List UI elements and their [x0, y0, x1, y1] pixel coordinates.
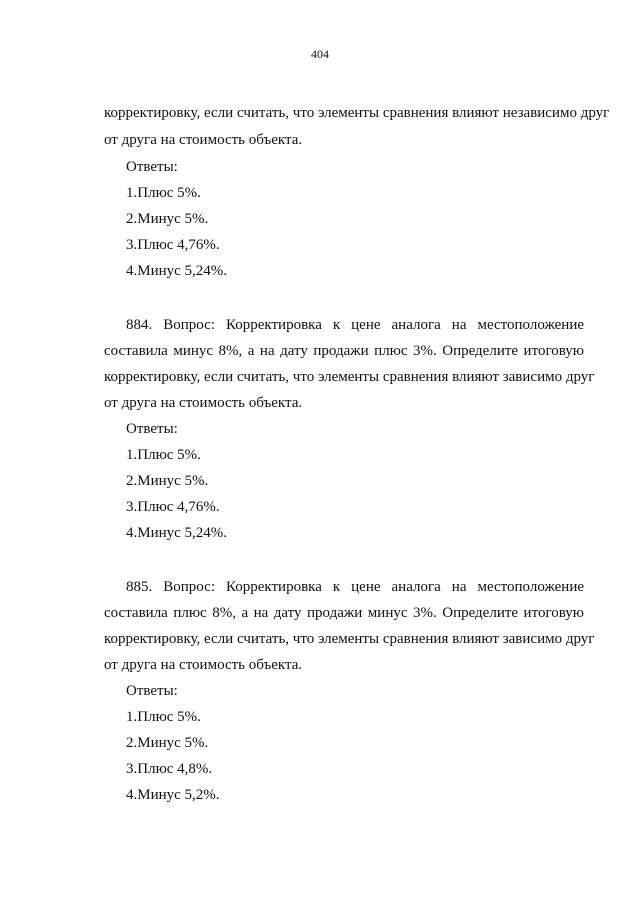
q885-text-line-3: корректировку, если считать, что элементы сравнения влияют зависимо друг: [104, 631, 595, 647]
intro-text-line-2: от друга на стоимость объекта.: [104, 132, 303, 148]
q884-text-line-1: 884. Вопрос: Корректировка к цене аналога на местоположение: [126, 317, 584, 333]
q885-text-line-2: составила плюс 8%, а на дату продажи минус 3%. Определите итоговую: [104, 605, 584, 621]
q884-answer-4: 4.Минус 5,24%.: [126, 525, 228, 541]
q884-answer-1: 1.Плюс 5%.: [126, 447, 201, 463]
q884-text-line-3: корректировку, если считать, что элементы сравнения влияют зависимо друг: [104, 369, 595, 385]
intro-text-line-1: корректировку, если считать, что элементы сравнения влияют независимо друг: [104, 105, 610, 121]
q885-text-line-4: от друга на стоимость объекта.: [104, 657, 303, 673]
q885-answer-2: 2.Минус 5%.: [126, 735, 209, 751]
q884-text-line-2: составила минус 8%, а на дату продажи плюс 3%. Определите итоговую: [104, 343, 584, 359]
intro-answer-4: 4.Минус 5,24%.: [126, 263, 228, 279]
q885-text-line-1: 885. Вопрос: Корректировка к цене аналога на местоположение: [126, 579, 584, 595]
q885-answer-3: 3.Плюс 4,8%.: [126, 761, 213, 777]
q885-answer-4: 4.Минус 5,2%.: [126, 787, 220, 803]
intro-answers-heading: Ответы:: [126, 159, 178, 175]
intro-answer-2: 2.Минус 5%.: [126, 211, 209, 227]
q884-answers-heading: Ответы:: [126, 421, 178, 437]
page-number: 404: [311, 47, 329, 61]
q885-answer-1: 1.Плюс 5%.: [126, 709, 201, 725]
intro-answer-1: 1.Плюс 5%.: [126, 185, 201, 201]
intro-answer-3: 3.Плюс 4,76%.: [126, 237, 220, 253]
q885-answers-heading: Ответы:: [126, 683, 178, 699]
q884-answer-2: 2.Минус 5%.: [126, 473, 209, 489]
q884-answer-3: 3.Плюс 4,76%.: [126, 499, 220, 515]
q884-text-line-4: от друга на стоимость объекта.: [104, 395, 303, 411]
